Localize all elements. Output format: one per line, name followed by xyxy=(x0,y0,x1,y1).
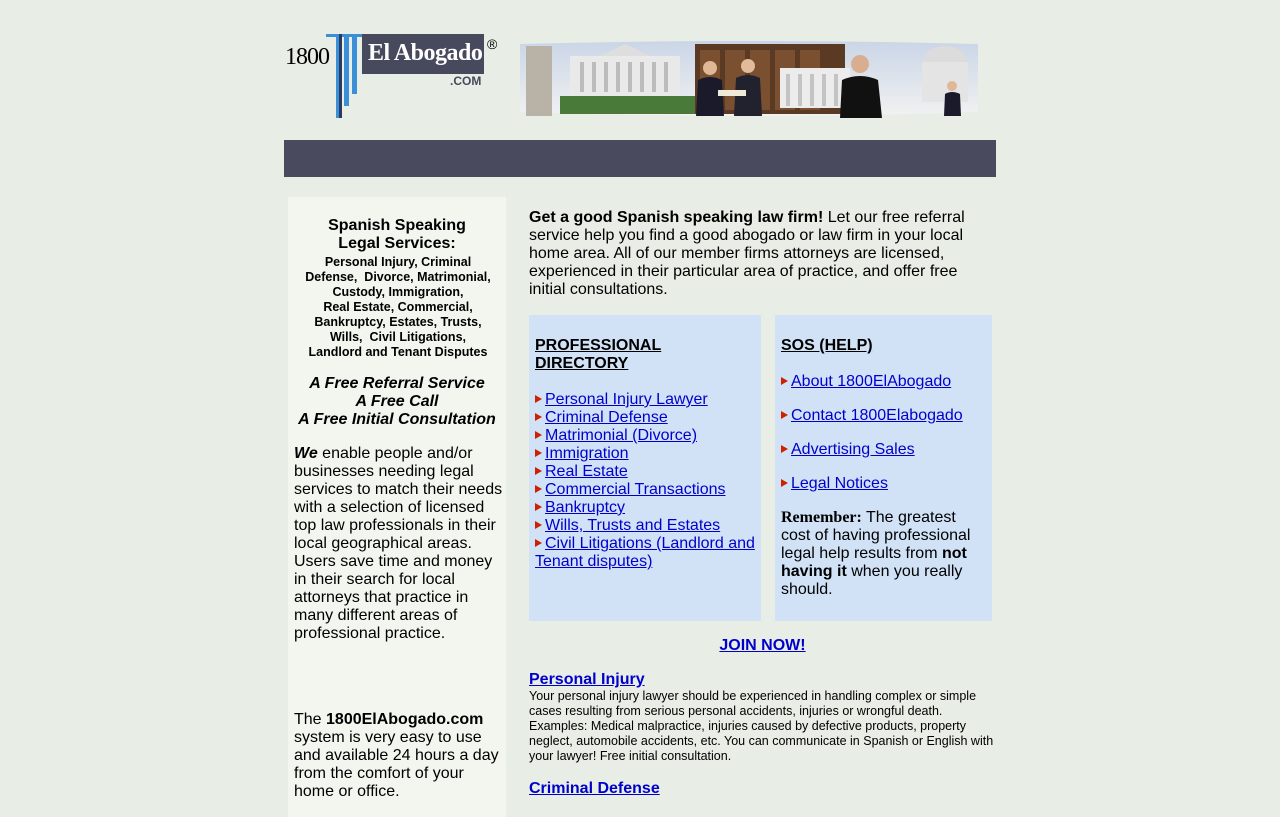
left-sidebar xyxy=(288,197,506,817)
sos-item xyxy=(781,407,986,425)
arrow-right-icon xyxy=(535,431,542,439)
sos-heading: SOS (HELP) xyxy=(781,337,873,354)
top-navigation-bar xyxy=(284,140,996,177)
link-wills-trusts-estates[interactable]: Wills, Trusts and Estates xyxy=(545,517,721,534)
link-bankruptcy[interactable]: Bankruptcy xyxy=(545,499,626,516)
service-line: Defense, Divorce, Matrimonial, xyxy=(305,270,491,284)
intro-we: We xyxy=(294,445,318,462)
arrow-right-icon xyxy=(535,485,542,493)
arrow-right-icon xyxy=(781,445,788,453)
join-now-container xyxy=(529,637,996,655)
sidebar-title-line: Spanish Speaking xyxy=(328,217,466,234)
arrow-right-icon xyxy=(781,479,788,487)
services-list xyxy=(298,255,498,360)
system-brand: 1800ElAbogado.com xyxy=(326,711,484,728)
sos-item xyxy=(781,475,986,493)
personal-injury-heading-link[interactable]: Personal Injury xyxy=(529,671,645,688)
link-matrimonial[interactable]: Matrimonial (Divorce) xyxy=(545,427,698,444)
arrow-right-icon xyxy=(535,467,542,475)
system-text: system is very easy to use and available 24 hours a day from the comfort of your home or office. xyxy=(294,729,499,800)
arrow-right-icon xyxy=(781,377,788,385)
service-line: Bankruptcy, Estates, Trusts, xyxy=(314,315,482,329)
directory-list xyxy=(535,391,757,571)
sidebar-title-line: Legal Services: xyxy=(338,235,456,252)
directory-item xyxy=(535,445,757,463)
free-services-list xyxy=(288,375,506,429)
intro-bold: Get a good Spanish speaking law firm! xyxy=(529,209,824,226)
directory-item xyxy=(535,463,757,481)
link-legal-notices[interactable]: Legal Notices xyxy=(791,475,888,492)
header-banner-image xyxy=(520,38,978,118)
arrow-right-icon xyxy=(535,413,542,421)
free-service-line: A Free Initial Consultation xyxy=(298,411,496,428)
remember-note xyxy=(781,509,986,599)
logo-domain: .COM xyxy=(450,74,482,88)
sos-item xyxy=(781,441,986,459)
arrow-right-icon xyxy=(535,503,542,511)
logo-number: 1800 xyxy=(285,44,329,70)
sidebar-title xyxy=(288,217,506,253)
directory-item xyxy=(535,481,757,499)
main-intro-paragraph xyxy=(529,209,989,299)
professional-directory-box xyxy=(529,315,761,621)
arrow-right-icon xyxy=(535,395,542,403)
service-line: Custody, Immigration, xyxy=(332,285,464,299)
link-immigration[interactable]: Immigration xyxy=(545,445,629,462)
sidebar-system-paragraph xyxy=(294,711,504,801)
registered-mark: ® xyxy=(487,36,498,52)
arrow-right-icon xyxy=(535,539,542,547)
sos-help-box xyxy=(775,315,992,621)
directory-item xyxy=(535,517,757,535)
link-criminal-defense[interactable]: Criminal Defense xyxy=(545,409,668,426)
link-advertising-sales[interactable]: Advertising Sales xyxy=(791,441,915,458)
directory-item xyxy=(535,427,757,445)
sos-item xyxy=(781,373,986,391)
sidebar-intro-paragraph xyxy=(294,445,504,643)
directory-heading: PROFESSIONAL DIRECTORY xyxy=(535,337,662,372)
remember-bold: not having it xyxy=(781,545,967,580)
link-real-estate[interactable]: Real Estate xyxy=(545,463,628,480)
remember-label: Remember: xyxy=(781,509,862,526)
link-civil-litigations[interactable]: Civil Litigations (Landlord and Tenant disputes) xyxy=(535,535,755,570)
remember-text: when you really should. xyxy=(781,563,963,598)
directory-item xyxy=(535,391,757,409)
intro-text: Let our free referral service help you find a good abogado or law firm in your local home area. All of our member firms attorneys are licensed, experienced in their particular area of practice, and offer free initial consultations. xyxy=(529,209,965,298)
arrow-right-icon xyxy=(781,411,788,419)
free-service-line: A Free Referral Service xyxy=(309,375,485,392)
sos-list xyxy=(781,373,986,509)
intro-text: enable people and/or businesses needing legal services to match their needs with a selection of licensed top law professionals in their local geographical areas. Users save time and money in their search for local attorneys that practice in many different areas of professional practice. xyxy=(294,445,503,642)
link-personal-injury-lawyer[interactable]: Personal Injury Lawyer xyxy=(545,391,708,408)
arrow-right-icon xyxy=(535,449,542,457)
directory-item xyxy=(535,409,757,427)
site-logo[interactable] xyxy=(284,30,506,120)
directory-item xyxy=(535,499,757,517)
directory-item xyxy=(535,535,757,571)
free-service-line: A Free Call xyxy=(355,393,439,410)
personal-injury-description: Your personal injury lawyer should be experienced in handling complex or simple cases resulting from serious personal accidents, injuries or wrongful death. Examples: Medical malpractice, injuries caused by defective products, property neglect, automobile accidents, etc. You can communicate in Spanish or English with your lawyer! Free initial consultation. xyxy=(529,689,994,763)
logo-name: El Abogado xyxy=(368,40,483,66)
remember-text: The greatest cost of having professional legal help results from xyxy=(781,509,971,562)
link-contact[interactable]: Contact 1800Elabogado xyxy=(791,407,963,424)
criminal-defense-heading-link[interactable]: Criminal Defense xyxy=(529,780,660,797)
join-now-link[interactable]: JOIN NOW! xyxy=(719,637,806,654)
link-commercial-transactions[interactable]: Commercial Transactions xyxy=(545,481,726,498)
service-line: Landlord and Tenant Disputes xyxy=(308,345,488,359)
system-prefix: The xyxy=(294,711,327,728)
link-about[interactable]: About 1800ElAbogado xyxy=(791,373,952,390)
service-line: Real Estate, Commercial, xyxy=(323,300,473,314)
service-line: Wills, Civil Litigations, xyxy=(329,330,466,344)
arrow-right-icon xyxy=(535,521,542,529)
service-line: Personal Injury, Criminal xyxy=(324,255,472,269)
